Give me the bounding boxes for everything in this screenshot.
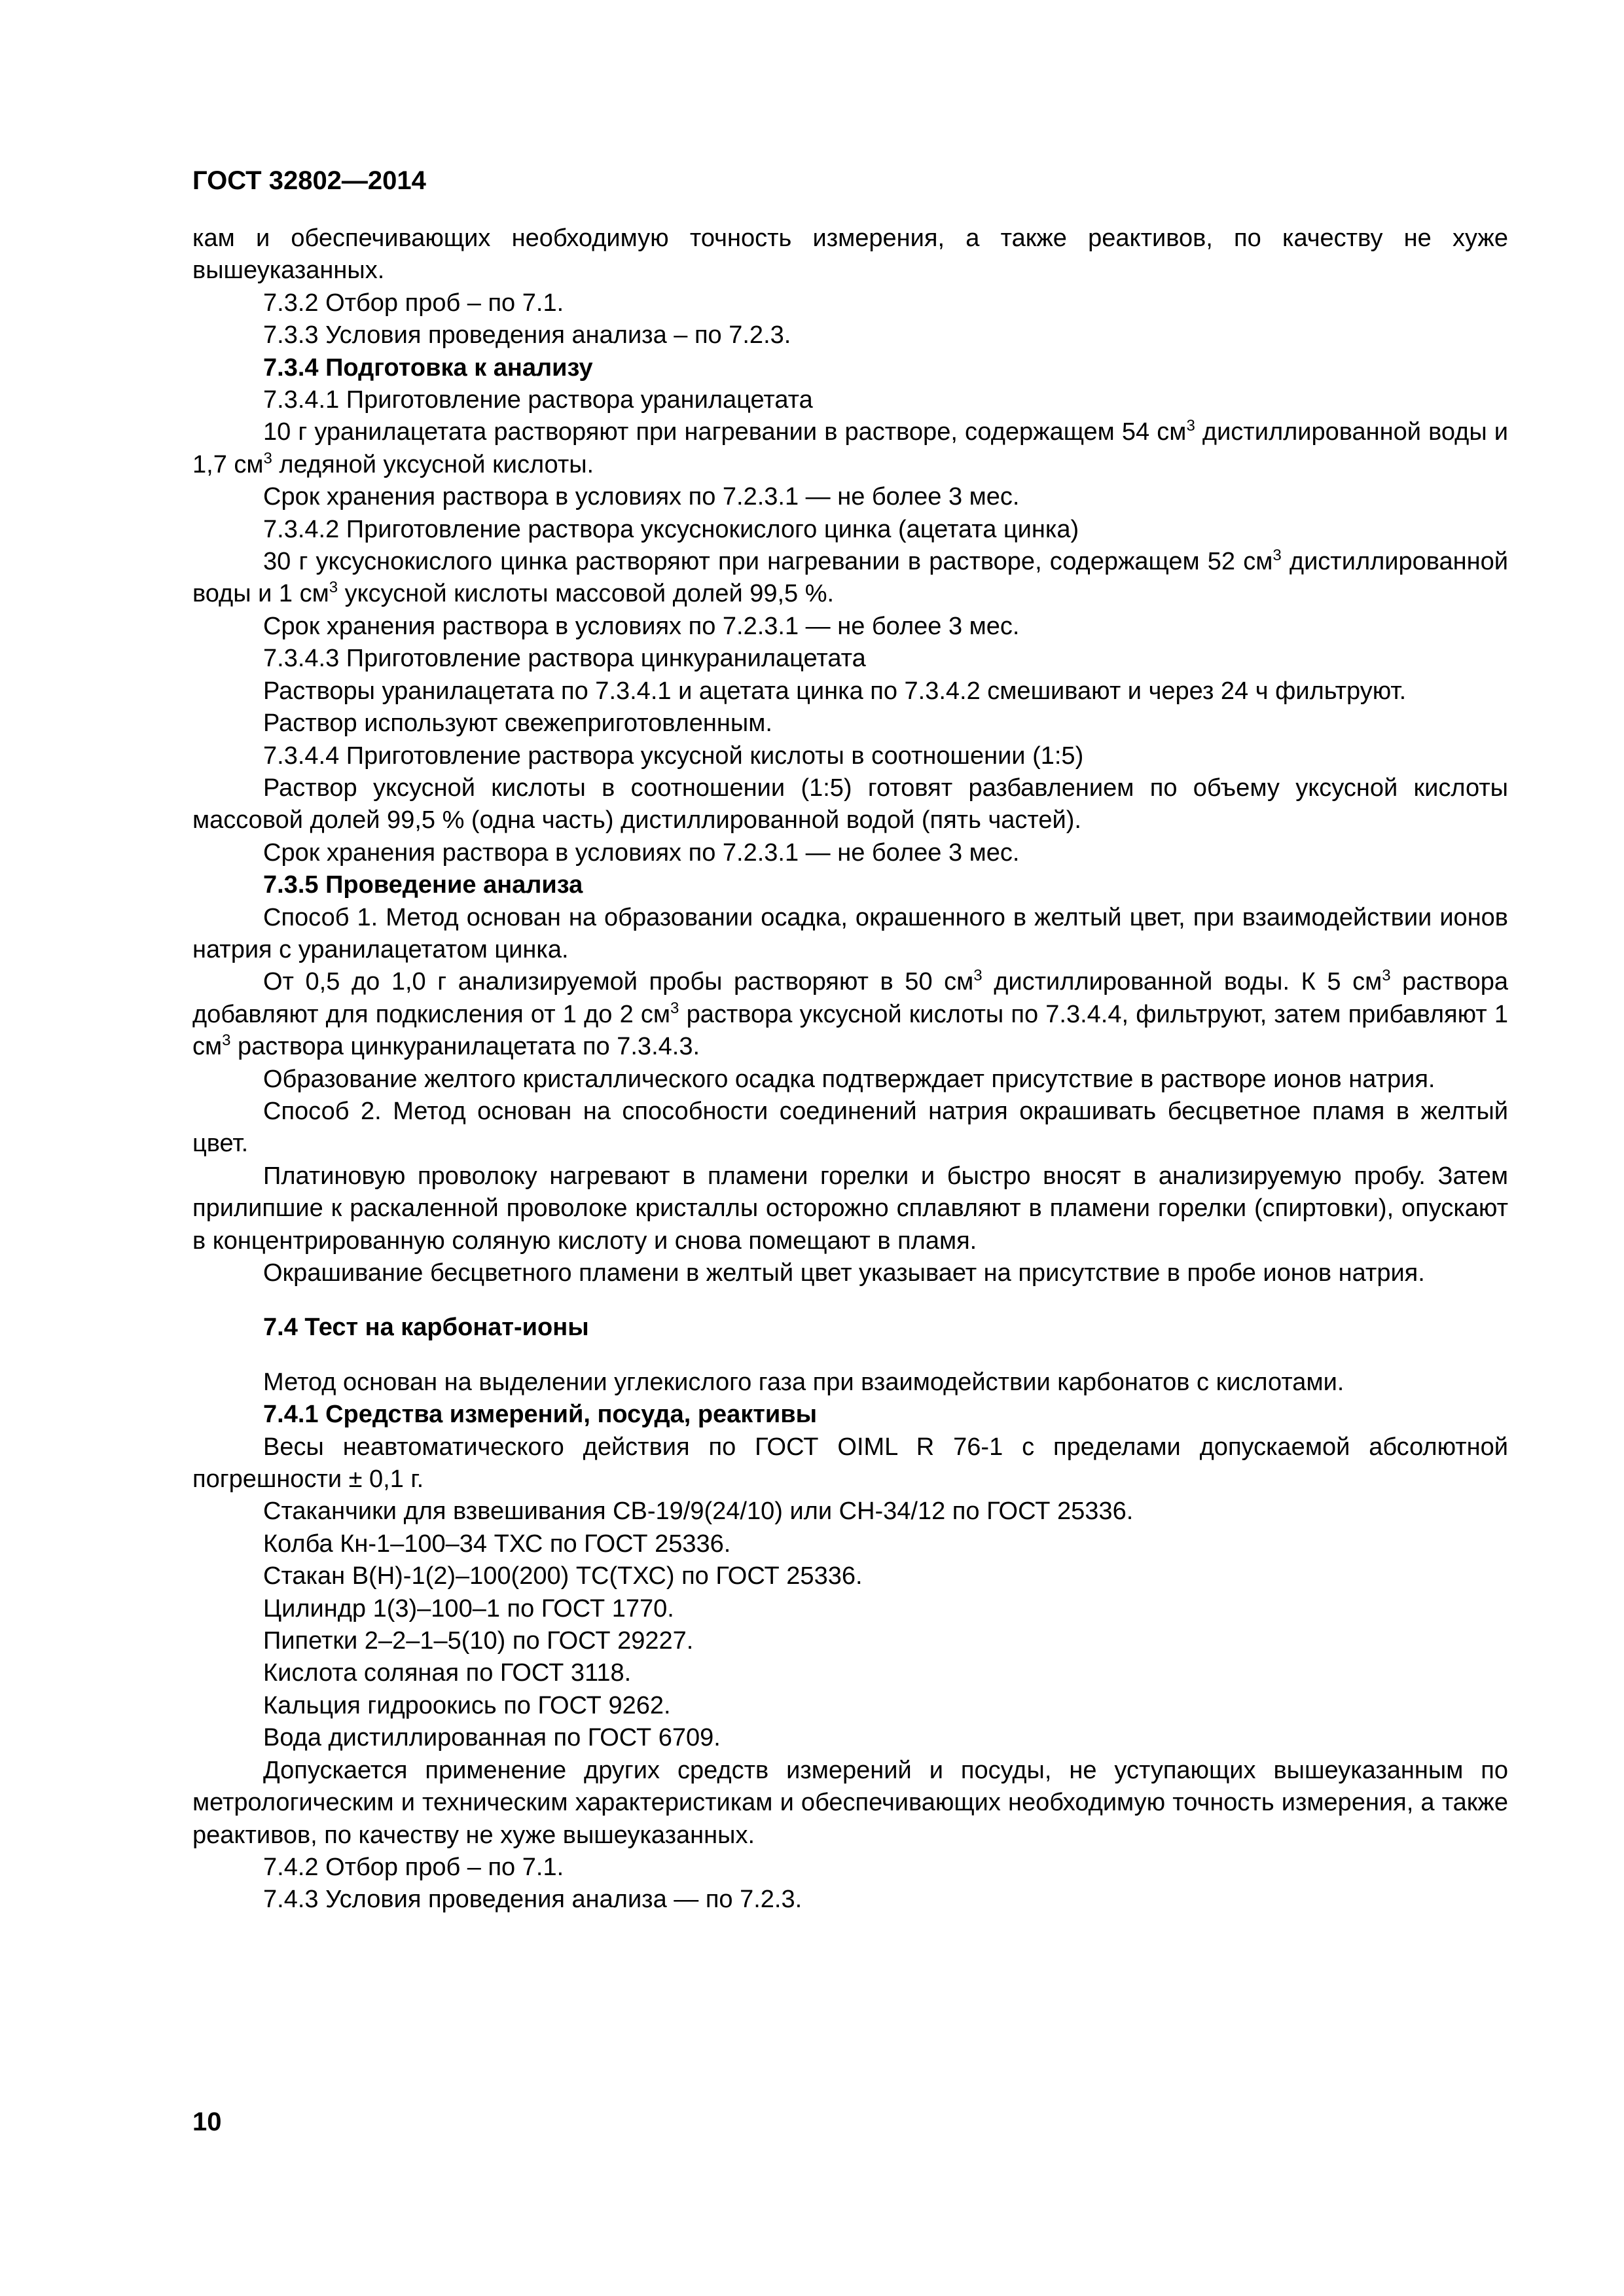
heading-7-3-5: 7.3.5 Проведение анализа [263, 871, 583, 899]
method-2-procedure: Платиновую проволоку нагревают в пламени горелки и быстро вносят в анализируемую пробу. Затем прилипшие к раскаленной проволоке кристаллы осторожно сплавляют в пламени горелки (спиртовки), опускают в концентрированную соляную кислоту и снова помещают в пламя. [192, 1162, 1508, 1255]
zinc-uranyl-prep: Растворы уранилацетата по 7.3.4.1 и ацетата цинка по 7.3.4.2 смешивают и через 24 ч фильтруют. [263, 677, 1407, 705]
equipment-item: Цилиндр 1(3)–100–1 по ГОСТ 1770. [263, 1594, 674, 1623]
equipment-item: Вода дистиллированная по ГОСТ 6709. [263, 1724, 721, 1752]
document-body [192, 223, 1508, 1916]
storage-note-2: Срок хранения раствора в условиях по 7.2.3.1 — не более 3 мес. [263, 612, 1020, 640]
clause-7-3-2: 7.3.2 Отбор проб – по 7.1. [263, 289, 564, 317]
clause-7-4-3: 7.4.3 Условия проведения анализа — по 7.2.3. [263, 1886, 803, 1914]
carbonate-method: Метод основан на выделении углекислого газа при взаимодействии карбонатов с кислотами. [263, 1368, 1344, 1396]
equipment-item: Колба Кн-1–100–34 ТХС по ГОСТ 25336. [263, 1530, 731, 1558]
continued-paragraph: кам и обеспечивающих необходимую точность измерения, а также реактивов, по качеству не хуже вышеуказанных. [192, 224, 1508, 285]
acetic-acid-prep: Раствор уксусной кислоты в соотношении (1:5) готовят разбавлением по объему уксусной кислоты массовой долей 99,5 % (одна часть) дистиллированной водой (пять частей). [192, 774, 1508, 834]
fresh-solution-note: Раствор используют свежеприготовленным. [263, 709, 772, 738]
method-1-procedure: От 0,5 до 1,0 г анализируемой пробы растворяют в 50 $см^3$ дистиллированной воды. К 5 $см^3$ раствора добавляют для подкисления от 1 до 2 $см^3$ раствора уксусной кислоты по 7.3.4.4, фильтруют, затем прибавляют 1 $см^3$ раствора цинкуранилацетата по 7.3.4.3. [192, 967, 1508, 1061]
alternatives-note: Допускается применение других средств измерений и посуды, не уступающих вышеуказанным по метрологическим и техническим характеристикам и обеспечивающих необходимую точность измерения, а также реактивов, по качеству не хуже вышеуказанных. [192, 1756, 1508, 1849]
clause-7-3-4-2: 7.3.4.2 Приготовление раствора уксуснокислого цинка (ацетата цинка) [263, 515, 1079, 543]
heading-7-4-1: 7.4.1 Средства измерений, посуда, реактивы [263, 1401, 818, 1429]
equipment-item: Стакан В(Н)-1(2)–100(200) ТС(ТХС) по ГОСТ 25336. [263, 1562, 863, 1590]
method-1-result: Образование желтого кристаллического осадка подтверждает присутствие в растворе ионов натрия. [263, 1065, 1435, 1093]
clause-7-3-4-3: 7.3.4.3 Приготовление раствора цинкуранилацетата [263, 645, 866, 673]
method-2: Способ 2. Метод основан на способности соединений натрия окрашивать бесцветное пламя в желтый цвет. [192, 1097, 1508, 1158]
page-number: 10 [192, 2108, 222, 2136]
clause-7-3-4-4: 7.3.4.4 Приготовление раствора уксусной кислоты в соотношении (1:5) [263, 742, 1084, 770]
storage-note-1: Срок хранения раствора в условиях по 7.2.3.1 — не более 3 мес. [263, 483, 1020, 511]
zinc-acetate-prep: 30 г уксуснокислого цинка растворяют при нагревании в растворе, содержащем 52 $см^3$ дистиллированной воды и 1 $см^3$ уксусной кислоты массовой долей 99,5 %. [192, 547, 1509, 608]
equipment-item: Кислота соляная по ГОСТ 3118. [263, 1659, 632, 1687]
clause-7-3-3: 7.3.3 Условия проведения анализа – по 7.2.3. [263, 321, 791, 350]
clause-7-3-4-1: 7.3.4.1 Приготовление раствора уранилацетата [263, 386, 813, 414]
heading-7-4: 7.4 Тест на карбонат-ионы [263, 1314, 589, 1342]
uranyl-acetate-prep: 10 г уранилацетата растворяют при нагревании в растворе, содержащем 54 $см^3$ дистиллированной воды и 1,7 $см^3$ ледяной уксусной кислоты. [192, 417, 1508, 478]
equipment-item: Кальция гидроокись по ГОСТ 9262. [263, 1691, 671, 1719]
equipment-item: Стаканчики для взвешивания СВ-19/9(24/10) или СН-34/12 по ГОСТ 25336. [263, 1498, 1134, 1526]
clause-7-4-2: 7.4.2 Отбор проб – по 7.1. [263, 1853, 564, 1881]
method-1: Способ 1. Метод основан на образовании осадка, окрашенного в желтый цвет, при взаимодействии ионов натрия с уранилацетатом цинка. [192, 903, 1508, 963]
document-header: ГОСТ 32802—2014 [192, 166, 426, 195]
equipment-item: Весы неавтоматического действия по ГОСТ OIML R 76-1 с пределами допускаемой абсолютной погрешности ± 0,1 г. [192, 1433, 1508, 1494]
equipment-item: Пипетки 2–2–1–5(10) по ГОСТ 29227. [263, 1627, 694, 1655]
method-2-result: Окрашивание бесцветного пламени в желтый цвет указывает на присутствие в пробе ионов натрия. [263, 1259, 1425, 1287]
storage-note-3: Срок хранения раствора в условиях по 7.2.3.1 — не более 3 мес. [263, 838, 1020, 867]
heading-7-3-4: 7.3.4 Подготовка к анализу [263, 353, 593, 382]
